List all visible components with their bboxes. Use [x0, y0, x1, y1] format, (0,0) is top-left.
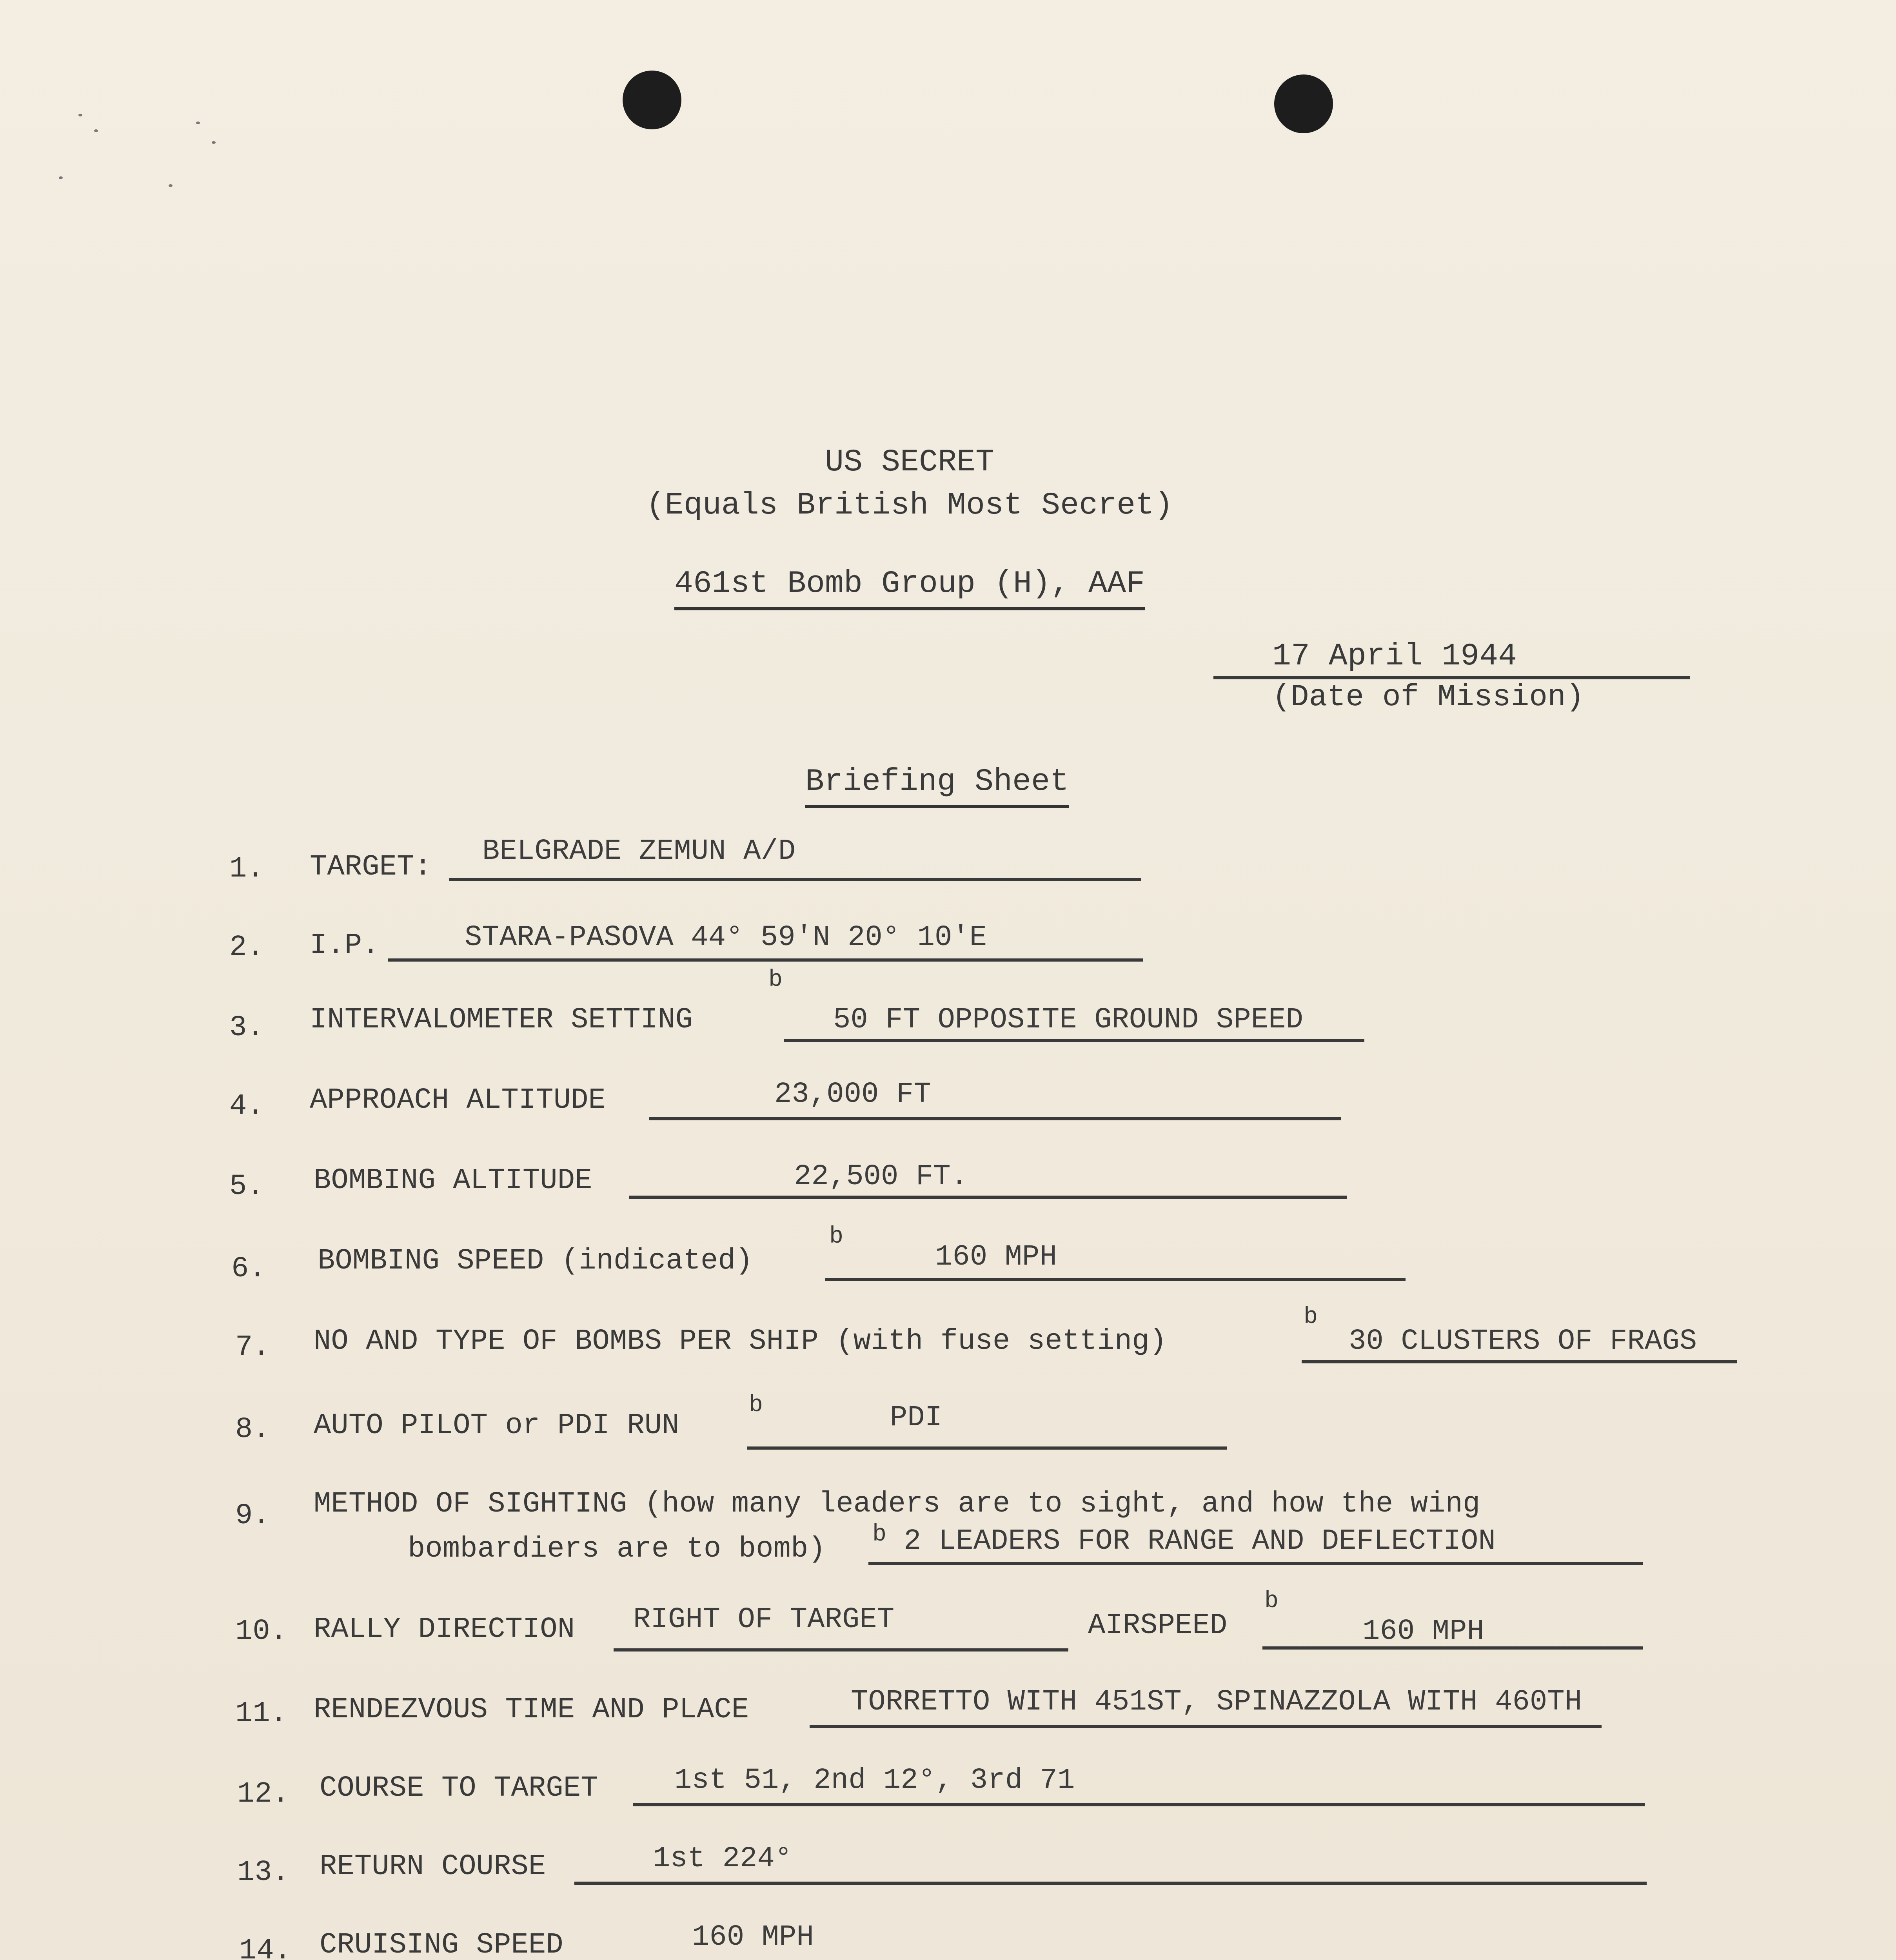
item-3-value: 50 FT OPPOSITE GROUND SPEED	[833, 1004, 1303, 1036]
item-12-number: 12.	[237, 1778, 290, 1811]
item-10-number: 10.	[235, 1615, 288, 1648]
item-14-number: 14.	[239, 1935, 292, 1960]
item-8-mark: b	[749, 1392, 763, 1419]
item-11-value: TORRETTO WITH 451ST, SPINAZZOLA WITH 460TH	[851, 1686, 1582, 1719]
item-6-label: BOMBING SPEED (indicated)	[318, 1245, 753, 1278]
classification-equivalence: (Equals British Most Secret)	[646, 488, 1173, 523]
item-4-value: 23,000 FT	[774, 1078, 931, 1111]
item-1-value: BELGRADE ZEMUN A/D	[482, 835, 796, 868]
item-8-line	[747, 1446, 1227, 1450]
item-4-number: 4.	[229, 1090, 264, 1123]
item-11-number: 11.	[235, 1697, 288, 1730]
item-3-mark: b	[768, 967, 783, 993]
item-13-line	[574, 1882, 1647, 1885]
item-2-line	[388, 958, 1143, 962]
item-3-label: INTERVALOMETER SETTING	[310, 1004, 693, 1036]
item-8-number: 8.	[235, 1413, 270, 1446]
mission-date-caption: (Date of Mission)	[1272, 680, 1584, 715]
item-13-label: RETURN COURSE	[320, 1850, 546, 1883]
item-6-value: 160 MPH	[935, 1241, 1057, 1274]
item-9-mark: b	[872, 1521, 887, 1548]
item-14-value: 160 MPH	[692, 1921, 814, 1954]
mission-date-line	[1213, 676, 1690, 679]
item-7-label: NO AND TYPE OF BOMBS PER SHIP (with fuse setting)	[314, 1325, 1167, 1358]
item-5-line	[629, 1196, 1347, 1199]
item-8-label: AUTO PILOT or PDI RUN	[314, 1409, 679, 1442]
item-3-number: 3.	[229, 1011, 264, 1044]
item-9-label-line2: bombardiers are to bomb)	[408, 1533, 826, 1566]
item-4-line	[649, 1117, 1341, 1120]
item-6-number: 6.	[231, 1252, 266, 1285]
sheet-title	[27, 766, 1847, 798]
item-9-line	[868, 1562, 1643, 1565]
item-2-number: 2.	[229, 931, 264, 964]
unit-name: 461st Bomb Group (H), AAF	[674, 566, 1145, 610]
item-10-line-b	[1262, 1646, 1643, 1650]
item-10-line	[614, 1648, 1068, 1651]
item-1-line	[449, 878, 1141, 881]
item-10-label: RALLY DIRECTION	[314, 1613, 575, 1646]
item-7-value: 30 CLUSTERS OF FRAGS	[1349, 1325, 1697, 1358]
item-5-value: 22,500 FT.	[794, 1160, 968, 1193]
punch-hole-right-icon	[1274, 74, 1333, 133]
item-2-label: I.P.	[310, 929, 380, 962]
item-12-value: 1st 51, 2nd 12°, 3rd 71	[674, 1764, 1075, 1797]
sheet-title-text: Briefing Sheet	[805, 764, 1069, 808]
item-10-value: RIGHT OF TARGET	[633, 1603, 895, 1636]
item-12-label: COURSE TO TARGET	[320, 1772, 598, 1805]
item-12-line	[633, 1803, 1645, 1806]
item-1-number: 1.	[229, 853, 264, 886]
item-9-value: 2 LEADERS FOR RANGE AND DEFLECTION	[904, 1525, 1496, 1558]
item-7-mark: b	[1304, 1304, 1318, 1330]
item-11-label: RENDEZVOUS TIME AND PLACE	[314, 1693, 749, 1726]
item-7-line	[1302, 1360, 1737, 1363]
item-2-value: STARA-PASOVA 44° 59'N 20° 10'E	[465, 921, 987, 954]
item-13-value: 1st 224°	[653, 1842, 792, 1875]
item-10-value-b: 160 MPH	[1362, 1615, 1484, 1648]
classification-header: US SECRET	[825, 445, 995, 480]
item-10-label-b: AIRSPEED	[1088, 1609, 1228, 1642]
item-3-line	[784, 1039, 1364, 1042]
item-13-number: 13.	[237, 1856, 290, 1889]
item-4-label: APPROACH ALTITUDE	[310, 1084, 606, 1117]
punch-hole-left-icon	[623, 71, 681, 129]
item-10-mark-b: b	[1264, 1588, 1279, 1615]
item-6-line	[825, 1278, 1406, 1281]
item-7-number: 7.	[235, 1331, 270, 1364]
item-11-line	[810, 1725, 1602, 1728]
item-8-value: PDI	[890, 1401, 943, 1434]
item-14-label: CRUISING SPEED	[320, 1929, 563, 1960]
unit-heading	[0, 568, 1819, 600]
item-9-number: 9.	[235, 1499, 270, 1532]
item-9-label-line1: METHOD OF SIGHTING (how many leaders are to sight, and how the wing	[314, 1488, 1480, 1521]
item-6-mark: b	[829, 1223, 844, 1250]
mission-date: 17 April 1944	[1272, 639, 1517, 674]
item-1-label: TARGET:	[310, 851, 432, 884]
item-5-label: BOMBING ALTITUDE	[314, 1164, 592, 1197]
item-5-number: 5.	[229, 1170, 264, 1203]
